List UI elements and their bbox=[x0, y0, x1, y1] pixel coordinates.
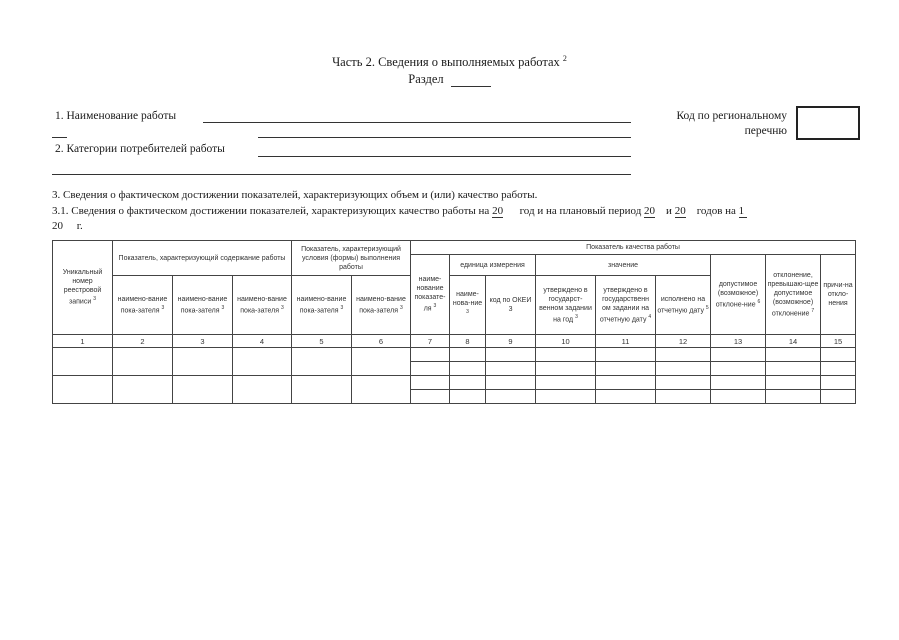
header-col7 bbox=[411, 255, 450, 335]
header-col8-text: наиме-нова-ние bbox=[452, 291, 483, 308]
table-cell[interactable] bbox=[292, 348, 352, 376]
year-field-4[interactable]: 20 bbox=[52, 220, 63, 232]
consumer-categories-field-line2[interactable] bbox=[52, 174, 631, 175]
regional-code-box[interactable] bbox=[796, 106, 860, 140]
header-col7-text: наиме-нование показате-ля bbox=[414, 276, 446, 313]
table-cell[interactable] bbox=[766, 362, 821, 376]
column-number: 11 bbox=[596, 335, 656, 348]
info-line-3: 3. Сведения о фактическом достижении показателей, характеризующих объем и (или) качество работы. bbox=[52, 189, 538, 201]
table-cell[interactable] bbox=[821, 348, 856, 362]
header-unique-number bbox=[53, 241, 113, 335]
table-cell[interactable] bbox=[113, 376, 173, 404]
table-cell[interactable] bbox=[766, 348, 821, 362]
header-col11-text: утверждено в государственн ом задании на отчетную дату bbox=[599, 286, 650, 324]
header-col6-footnote: 3 bbox=[399, 304, 403, 311]
column-number: 8 bbox=[450, 335, 486, 348]
header-col13 bbox=[711, 255, 766, 335]
table-cell[interactable] bbox=[173, 376, 233, 404]
table-cell[interactable] bbox=[486, 390, 536, 404]
header-quality-group: Показатель качества работы bbox=[411, 241, 856, 255]
column-number: 15 bbox=[821, 335, 856, 348]
regional-code-label-line2: перечню bbox=[744, 125, 787, 137]
header-col8-footnote: 3 bbox=[466, 309, 469, 316]
table-cell[interactable] bbox=[53, 376, 113, 404]
header-col2 bbox=[113, 276, 173, 335]
header-col9: код по ОКЕИ 3 bbox=[486, 276, 536, 335]
header-col14 bbox=[766, 255, 821, 335]
table-cell[interactable] bbox=[596, 362, 656, 376]
column-number: 3 bbox=[173, 335, 233, 348]
column-number: 2 bbox=[113, 335, 173, 348]
header-col3-text: наимено-вание пока-зателя bbox=[177, 295, 228, 315]
header-col12-text: исполнено на отчетную дату bbox=[657, 295, 706, 315]
header-col8 bbox=[450, 276, 486, 335]
table-cell[interactable] bbox=[486, 376, 536, 390]
header-col7-footnote: 3 bbox=[433, 303, 437, 310]
table-cell[interactable] bbox=[656, 348, 711, 362]
info-line-31-part1: 3.1. Сведения о фактическом достижении показателей, характеризующих качество работы на bbox=[52, 205, 490, 217]
column-number: 13 bbox=[711, 335, 766, 348]
table-cell[interactable] bbox=[596, 376, 656, 390]
work-name-label: 1. Наименование работы bbox=[55, 110, 177, 122]
day-field[interactable]: 1 bbox=[739, 205, 747, 218]
header-col3 bbox=[173, 276, 233, 335]
table-cell[interactable] bbox=[292, 376, 352, 404]
header-col15: причи-на откло-нения bbox=[821, 255, 856, 335]
header-col2-footnote: 3 bbox=[161, 304, 165, 311]
work-name-field-stub bbox=[52, 137, 67, 138]
header-unique-number-footnote: 3 bbox=[93, 296, 96, 303]
table-cell[interactable] bbox=[352, 348, 411, 376]
column-number: 14 bbox=[766, 335, 821, 348]
header-col6 bbox=[352, 276, 411, 335]
header-unique-number-text: Уникальный номер реестровой записи bbox=[62, 269, 103, 306]
header-col5-text: наимено-вание пока-зателя bbox=[296, 295, 347, 315]
table-cell[interactable] bbox=[711, 376, 766, 390]
header-col11 bbox=[596, 276, 656, 335]
table-cell[interactable] bbox=[711, 362, 766, 376]
work-name-field[interactable] bbox=[203, 122, 631, 123]
page-title bbox=[0, 54, 899, 70]
column-number: 5 bbox=[292, 335, 352, 348]
column-number: 10 bbox=[536, 335, 596, 348]
table-cell[interactable] bbox=[450, 348, 486, 362]
table-cell[interactable] bbox=[821, 376, 856, 390]
header-col14-footnote: 7 bbox=[811, 307, 815, 314]
header-content-group: Показатель, характеризующий содержание работы bbox=[113, 241, 292, 276]
table-cell[interactable] bbox=[411, 362, 450, 376]
table-cell[interactable] bbox=[536, 348, 596, 362]
table-cell[interactable] bbox=[233, 376, 292, 404]
header-conditions-group: Показатель, характеризующий условия (формы) выполнения работы bbox=[292, 241, 411, 276]
table-cell[interactable] bbox=[450, 390, 486, 404]
header-col5-footnote: 3 bbox=[340, 304, 344, 311]
page-title-footnote: 2 bbox=[562, 54, 567, 63]
header-col5 bbox=[292, 276, 352, 335]
table-cell[interactable] bbox=[711, 390, 766, 404]
table-cell[interactable] bbox=[821, 390, 856, 404]
regional-code-label-line1: Код по региональному bbox=[676, 110, 787, 122]
table-cell[interactable] bbox=[656, 376, 711, 390]
column-number: 4 bbox=[233, 335, 292, 348]
table-cell[interactable] bbox=[596, 390, 656, 404]
header-col13-text: допустимое (возможное) отклоне-ние bbox=[715, 280, 759, 309]
section-heading bbox=[0, 72, 899, 87]
header-col10-footnote: 3 bbox=[575, 313, 578, 320]
regional-code-label bbox=[676, 109, 787, 139]
table-cell[interactable] bbox=[352, 376, 411, 404]
header-col4 bbox=[233, 276, 292, 335]
column-number: 12 bbox=[656, 335, 711, 348]
column-number: 7 bbox=[411, 335, 450, 348]
table-cell[interactable] bbox=[450, 362, 486, 376]
header-unit-group: единица измерения bbox=[450, 255, 536, 276]
info-line-31-part2: год и на плановый период bbox=[519, 205, 642, 217]
header-col10-text: утверждено в государст-венном задании на год bbox=[539, 286, 592, 324]
column-number-row bbox=[53, 335, 856, 348]
column-number: 9 bbox=[486, 335, 536, 348]
work-name-field-line2[interactable] bbox=[258, 137, 631, 138]
table-cell[interactable] bbox=[113, 348, 173, 376]
header-col2-text: наимено-вание пока-зателя bbox=[117, 295, 168, 315]
table-cell[interactable] bbox=[766, 376, 821, 390]
consumer-categories-field[interactable] bbox=[258, 156, 631, 157]
header-col4-footnote: 3 bbox=[280, 304, 284, 311]
info-and: и bbox=[666, 205, 672, 217]
year-suffix: г. bbox=[76, 220, 83, 232]
table-cell[interactable] bbox=[656, 362, 711, 376]
table-cell[interactable] bbox=[411, 348, 450, 362]
section-number-field[interactable] bbox=[451, 74, 491, 87]
table-cell[interactable] bbox=[450, 376, 486, 390]
table-cell[interactable] bbox=[656, 390, 711, 404]
header-col6-text: наимено-вание пока-зателя bbox=[356, 295, 406, 315]
table-cell[interactable] bbox=[766, 390, 821, 404]
section-label: Раздел bbox=[408, 72, 444, 86]
header-value-group: значение bbox=[536, 255, 711, 276]
table-cell[interactable] bbox=[821, 362, 856, 376]
header-col12-footnote: 5 bbox=[705, 304, 709, 311]
table-row bbox=[53, 376, 856, 390]
table-cell[interactable] bbox=[486, 348, 536, 362]
year-field-2[interactable]: 20 bbox=[644, 205, 656, 217]
table-cell[interactable] bbox=[536, 376, 596, 390]
table-cell[interactable] bbox=[711, 348, 766, 362]
header-col14-text: отклонение, превышаю-щее допустимое (возможное) отклонение bbox=[767, 271, 819, 318]
year-field-1[interactable]: 20 bbox=[492, 205, 504, 217]
table-cell[interactable] bbox=[173, 348, 233, 376]
column-number: 1 bbox=[53, 335, 113, 348]
table-cell[interactable] bbox=[486, 362, 536, 376]
header-col11-footnote: 4 bbox=[648, 313, 652, 320]
year-field-3[interactable]: 20 bbox=[674, 205, 686, 217]
page-title-text: Часть 2. Сведения о выполняемых работах bbox=[332, 55, 560, 70]
info-line-31-part3: годов на bbox=[696, 205, 736, 217]
header-col3-footnote: 3 bbox=[221, 304, 225, 311]
header-col13-footnote: 6 bbox=[757, 298, 761, 305]
table-cell[interactable] bbox=[536, 362, 596, 376]
table-cell[interactable] bbox=[411, 376, 450, 390]
header-col12 bbox=[656, 276, 711, 335]
header-col4-text: наимено-вание пока-зателя bbox=[237, 295, 287, 315]
table-cell[interactable] bbox=[411, 390, 450, 404]
table-row bbox=[53, 348, 856, 362]
table-cell[interactable] bbox=[233, 348, 292, 376]
table-cell[interactable] bbox=[596, 348, 656, 362]
consumer-categories-label: 2. Категории потребителей работы bbox=[55, 143, 225, 155]
header-col10 bbox=[536, 276, 596, 335]
column-number: 6 bbox=[352, 335, 411, 348]
table-cell[interactable] bbox=[536, 390, 596, 404]
table-cell[interactable] bbox=[53, 348, 113, 376]
info-line-31 bbox=[52, 205, 747, 218]
quality-indicators-table bbox=[52, 240, 856, 404]
info-line-31-cont bbox=[52, 220, 83, 232]
